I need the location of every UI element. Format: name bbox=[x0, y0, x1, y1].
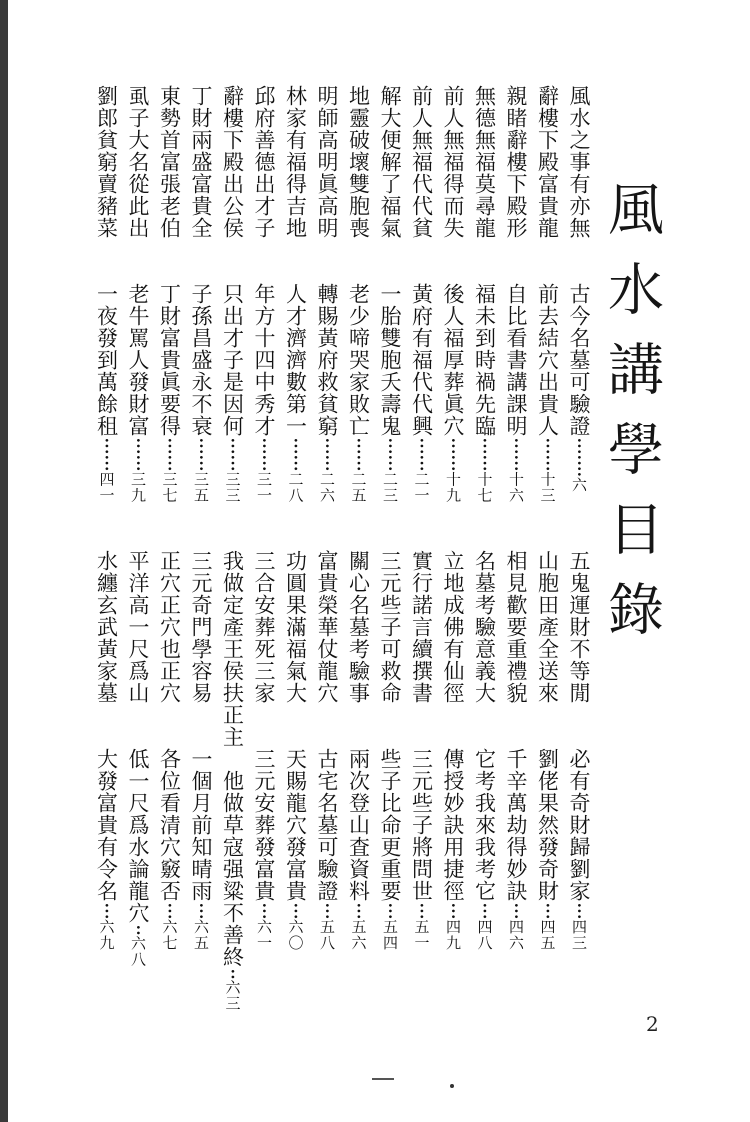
leader-dots: ··· bbox=[315, 902, 339, 920]
entry-page-number: 六三 bbox=[223, 979, 242, 1012]
toc-entry bbox=[470, 85, 500, 503]
entry-first-line: 三合安葬死三家 bbox=[252, 550, 276, 704]
toc-top-block bbox=[94, 85, 594, 525]
leader-dots: ··· bbox=[441, 902, 465, 920]
entry-second-line: 低一尺爲水論龍穴 bbox=[126, 748, 150, 924]
entry-gap bbox=[536, 704, 560, 748]
entry-page-number: 二三 bbox=[381, 471, 399, 504]
leader-dots: ······ bbox=[315, 437, 339, 472]
entry-page-number: 六〇 bbox=[286, 919, 305, 952]
entry-second-line: 三元安葬發富貴 bbox=[252, 748, 276, 902]
entry-first-line: 辭樓下殿出公侯 bbox=[220, 85, 245, 239]
entry-second-line: 劉佬果然發奇財 bbox=[535, 748, 560, 902]
entry-gap bbox=[410, 239, 434, 283]
leader-dots: ······ bbox=[504, 437, 528, 472]
toc-entry bbox=[564, 550, 594, 951]
entry-first-line: 前人無福代代貧 bbox=[409, 85, 434, 239]
entry-first-line: 名墓考驗意義大 bbox=[472, 550, 497, 704]
entry-first-line: 實行諾言續撰書 bbox=[409, 550, 434, 704]
entry-gap bbox=[284, 239, 308, 283]
toc-entry bbox=[155, 550, 185, 951]
entry-second-line: 它考我來我考它 bbox=[472, 748, 497, 902]
entry-second-line: 大發富貴有令名 bbox=[94, 748, 119, 902]
toc-entry bbox=[344, 85, 374, 503]
entry-second-line: 古宅名墓可驗證 bbox=[315, 748, 339, 902]
leader-dots: ··· bbox=[189, 902, 213, 920]
entry-gap bbox=[347, 704, 371, 748]
entry-first-line: 解大便解了福氣 bbox=[378, 85, 402, 239]
entry-second-line: 丁財富貴眞要得 bbox=[157, 283, 182, 437]
entry-first-line: 地靈破壞雙胞喪 bbox=[346, 85, 371, 239]
toc-entry bbox=[407, 85, 437, 503]
entry-gap bbox=[504, 704, 528, 748]
entry-first-line: 正穴正穴也正穴 bbox=[157, 550, 182, 704]
leader-dots: ······ bbox=[409, 437, 434, 472]
entry-page-number: 四六 bbox=[507, 919, 525, 952]
leader-dots: ··· bbox=[283, 902, 308, 920]
entry-page-number: 六八 bbox=[129, 935, 147, 968]
leader-dots: ··· bbox=[94, 902, 119, 920]
toc-entry bbox=[92, 550, 122, 951]
toc-entry bbox=[312, 550, 342, 951]
entry-gap bbox=[378, 239, 402, 283]
entry-second-line: 千辛萬劫得妙訣 bbox=[504, 748, 528, 902]
entry-page-number: 六 bbox=[570, 476, 588, 493]
toc-entry bbox=[470, 550, 500, 951]
entry-first-line: 相見歡要重禮貌 bbox=[504, 550, 528, 704]
toc-entry bbox=[501, 85, 531, 503]
entry-first-line: 立地成佛有仙徑 bbox=[441, 550, 465, 704]
toc-entry bbox=[123, 85, 153, 503]
toc-entry bbox=[92, 85, 122, 503]
entry-first-line: 明師高明眞高明 bbox=[315, 85, 339, 239]
entry-gap bbox=[315, 704, 339, 748]
leader-dots: ··· bbox=[346, 902, 371, 920]
leader-dots: ··· bbox=[378, 902, 402, 920]
toc-entry bbox=[218, 85, 248, 503]
entry-gap bbox=[189, 239, 213, 283]
entry-page-number: 六一 bbox=[255, 919, 273, 952]
entry-gap bbox=[378, 704, 402, 748]
entry-second-line: 福未到時禍先臨 bbox=[472, 283, 497, 437]
entry-gap bbox=[567, 704, 591, 748]
leader-dots: ··· bbox=[252, 902, 276, 920]
entry-gap bbox=[441, 704, 465, 748]
entry-page-number: 五四 bbox=[381, 919, 399, 952]
toc-entry bbox=[123, 550, 153, 967]
entry-first-line: 前人無福得而失 bbox=[441, 85, 465, 239]
toc-entry bbox=[533, 550, 563, 951]
entry-gap bbox=[347, 239, 371, 283]
toc-entry bbox=[281, 550, 311, 951]
entry-first-line: 辭樓下殿富貴龍 bbox=[535, 85, 560, 239]
entry-page-number: 四九 bbox=[444, 919, 462, 952]
leader-dots: ·· bbox=[126, 924, 150, 936]
leader-dots: ······ bbox=[220, 437, 245, 472]
entry-second-line: 黃府有福代代興 bbox=[409, 283, 434, 437]
entry-page-number: 三七 bbox=[160, 471, 179, 504]
entry-page-number: 十七 bbox=[475, 471, 494, 504]
entry-gap bbox=[189, 704, 213, 748]
entry-gap bbox=[252, 239, 276, 283]
entry-second-line: 只出才子是因何 bbox=[220, 283, 245, 437]
leader-dots: ······ bbox=[441, 437, 465, 472]
entry-page-number: 二六 bbox=[318, 471, 336, 504]
entry-second-line: 各位看清穴竅否 bbox=[157, 748, 182, 902]
entry-page-number: 五一 bbox=[412, 919, 431, 952]
entry-second-line: 古今名墓可驗證 bbox=[567, 283, 591, 437]
leader-dots: ······ bbox=[252, 437, 276, 472]
leader-dots: ······ bbox=[94, 437, 119, 472]
toc-entry bbox=[564, 85, 594, 493]
entry-second-line: 他做草寇强粱不善終 bbox=[220, 770, 245, 968]
toc-bottom-block bbox=[94, 550, 594, 1012]
toc-entry bbox=[281, 85, 311, 503]
entry-page-number: 二八 bbox=[286, 471, 305, 504]
scan-artifact-dot bbox=[450, 1084, 454, 1088]
entry-page-number: 六九 bbox=[97, 919, 116, 952]
entry-first-line: 親睹辭樓下殿形 bbox=[504, 85, 528, 239]
toc-entry bbox=[375, 550, 405, 951]
entry-second-line: 必有奇財歸劉家 bbox=[567, 748, 591, 902]
entry-second-line: 自比看書講課明 bbox=[504, 283, 528, 437]
entry-gap bbox=[252, 704, 276, 748]
entry-gap bbox=[567, 239, 591, 283]
toc-entry bbox=[438, 550, 468, 951]
leader-dots: ······ bbox=[189, 437, 213, 472]
entry-page-number: 三三 bbox=[223, 471, 242, 504]
entry-page-number: 四五 bbox=[538, 919, 557, 952]
entry-page-number: 三九 bbox=[129, 471, 147, 504]
entry-page-number: 六五 bbox=[192, 919, 210, 952]
entry-page-number: 二五 bbox=[349, 471, 368, 504]
entry-second-line: 子孫昌盛永不衰 bbox=[189, 283, 213, 437]
entry-gap bbox=[284, 704, 308, 748]
toc-entry bbox=[344, 550, 374, 951]
scan-page-edge bbox=[0, 0, 8, 1122]
entry-first-line: 五鬼運財不等閒 bbox=[567, 550, 591, 704]
entry-second-line: 一夜發到萬餘租 bbox=[94, 283, 119, 437]
entry-page-number: 十三 bbox=[538, 471, 557, 504]
entry-gap bbox=[158, 704, 182, 748]
entry-first-line: 虱子大名從此出 bbox=[126, 85, 150, 239]
page-title: 風水講學目錄 bbox=[599, 180, 664, 660]
entry-gap bbox=[126, 239, 150, 283]
toc-entry bbox=[438, 85, 468, 503]
entry-gap bbox=[221, 748, 245, 770]
page-number: 2 bbox=[646, 1012, 659, 1036]
leader-dots: ··· bbox=[157, 902, 182, 920]
entry-gap bbox=[126, 704, 150, 748]
entry-gap bbox=[473, 239, 497, 283]
toc-entry bbox=[249, 550, 279, 951]
leader-dots: ··· bbox=[504, 902, 528, 920]
entry-second-line: 後人福厚葬眞穴 bbox=[441, 283, 465, 437]
leader-dots: ······ bbox=[472, 437, 497, 472]
toc-entry bbox=[375, 85, 405, 503]
leader-dots: ······ bbox=[283, 437, 308, 472]
entry-gap bbox=[95, 239, 119, 283]
leader-dots: ·· bbox=[220, 968, 245, 980]
entry-second-line: 老牛罵人發財富 bbox=[126, 283, 150, 437]
entry-gap bbox=[158, 239, 182, 283]
entry-second-line: 人才濟濟數第一 bbox=[283, 283, 308, 437]
entry-first-line: 三元奇門學容易 bbox=[189, 550, 213, 704]
entry-page-number: 四八 bbox=[475, 919, 494, 952]
entry-gap bbox=[315, 239, 339, 283]
toc-entry bbox=[533, 85, 563, 503]
entry-first-line: 林家有福得吉地 bbox=[283, 85, 308, 239]
leader-dots: ······ bbox=[535, 437, 560, 472]
leader-dots: ······· bbox=[567, 437, 591, 477]
entry-page-number: 三一 bbox=[255, 471, 273, 504]
toc-entry bbox=[186, 550, 216, 951]
entry-first-line: 丁財兩盛富貴全 bbox=[189, 85, 213, 239]
entry-second-line: 一個月前知晴雨 bbox=[189, 748, 213, 902]
entry-page-number: 五六 bbox=[349, 919, 368, 952]
leader-dots: ······ bbox=[157, 437, 182, 472]
entry-first-line: 水纏玄武黃家墓 bbox=[94, 550, 119, 704]
entry-gap bbox=[504, 239, 528, 283]
entry-second-line: 天賜龍穴發富貴 bbox=[283, 748, 308, 902]
entry-gap bbox=[441, 239, 465, 283]
entry-second-line: 傳授妙訣用捷徑 bbox=[441, 748, 465, 902]
entry-gap bbox=[95, 704, 119, 748]
entry-first-line: 東勢首富張老伯 bbox=[157, 85, 182, 239]
leader-dots: ··· bbox=[535, 902, 560, 920]
leader-dots: ··· bbox=[567, 902, 591, 920]
entry-page-number: 二一 bbox=[412, 471, 431, 504]
toc-entry bbox=[155, 85, 185, 503]
entry-page-number: 四三 bbox=[570, 919, 588, 952]
toc-entry bbox=[312, 85, 342, 503]
entry-page-number: 十九 bbox=[444, 471, 462, 504]
entry-gap bbox=[221, 239, 245, 283]
entry-second-line: 轉賜黃府救貧窮 bbox=[315, 283, 339, 437]
scan-artifact-line bbox=[372, 1078, 394, 1080]
entry-gap bbox=[473, 704, 497, 748]
entry-first-line: 邱府善德出才子 bbox=[252, 85, 276, 239]
entry-second-line: 前去結穴出貴人 bbox=[535, 283, 560, 437]
toc-entry bbox=[186, 85, 216, 503]
toc-entry bbox=[218, 550, 248, 1011]
entry-second-line: 三元些子將問世 bbox=[409, 748, 434, 902]
entry-page-number: 五八 bbox=[318, 919, 336, 952]
entry-second-line: 兩次登山査資料 bbox=[346, 748, 371, 902]
entry-page-number: 六七 bbox=[160, 919, 179, 952]
leader-dots: ··· bbox=[472, 902, 497, 920]
leader-dots: ······ bbox=[378, 437, 402, 472]
entry-first-line: 關心名墓考驗事 bbox=[346, 550, 371, 704]
entry-first-line: 劉郎貧窮賣豬菜 bbox=[94, 85, 119, 239]
toc-entry bbox=[249, 85, 279, 503]
entry-first-line: 功圓果滿福氣大 bbox=[283, 550, 308, 704]
leader-dots: ······ bbox=[126, 437, 150, 472]
entry-first-line: 無德無福莫尋龍 bbox=[472, 85, 497, 239]
entry-page-number: 三五 bbox=[192, 471, 210, 504]
entry-second-line: 年方十四中秀才 bbox=[252, 283, 276, 437]
leader-dots: ··· bbox=[409, 902, 434, 920]
entry-first-line: 山胞田產全送來 bbox=[535, 550, 560, 704]
entry-first-line: 風水之事有亦無 bbox=[567, 85, 591, 239]
entry-first-line: 三元些子可救命 bbox=[378, 550, 402, 704]
entry-page-number: 四一 bbox=[97, 471, 116, 504]
entry-second-line: 些子比命更重要 bbox=[378, 748, 402, 902]
entry-second-line: 老少啼哭家敗亡 bbox=[346, 283, 371, 437]
entry-page-number: 十六 bbox=[507, 471, 525, 504]
toc-entry bbox=[501, 550, 531, 951]
toc-entry bbox=[407, 550, 437, 951]
entry-second-line: 一胎雙胞夭壽鬼 bbox=[378, 283, 402, 437]
entry-gap bbox=[410, 704, 434, 748]
entry-first-line: 富貴榮華仗龍穴 bbox=[315, 550, 339, 704]
entry-first-line: 我做定產王侯扶正主 bbox=[220, 550, 245, 748]
entry-gap bbox=[536, 239, 560, 283]
leader-dots: ······ bbox=[346, 437, 371, 472]
entry-first-line: 平洋高一尺爲山 bbox=[126, 550, 150, 704]
